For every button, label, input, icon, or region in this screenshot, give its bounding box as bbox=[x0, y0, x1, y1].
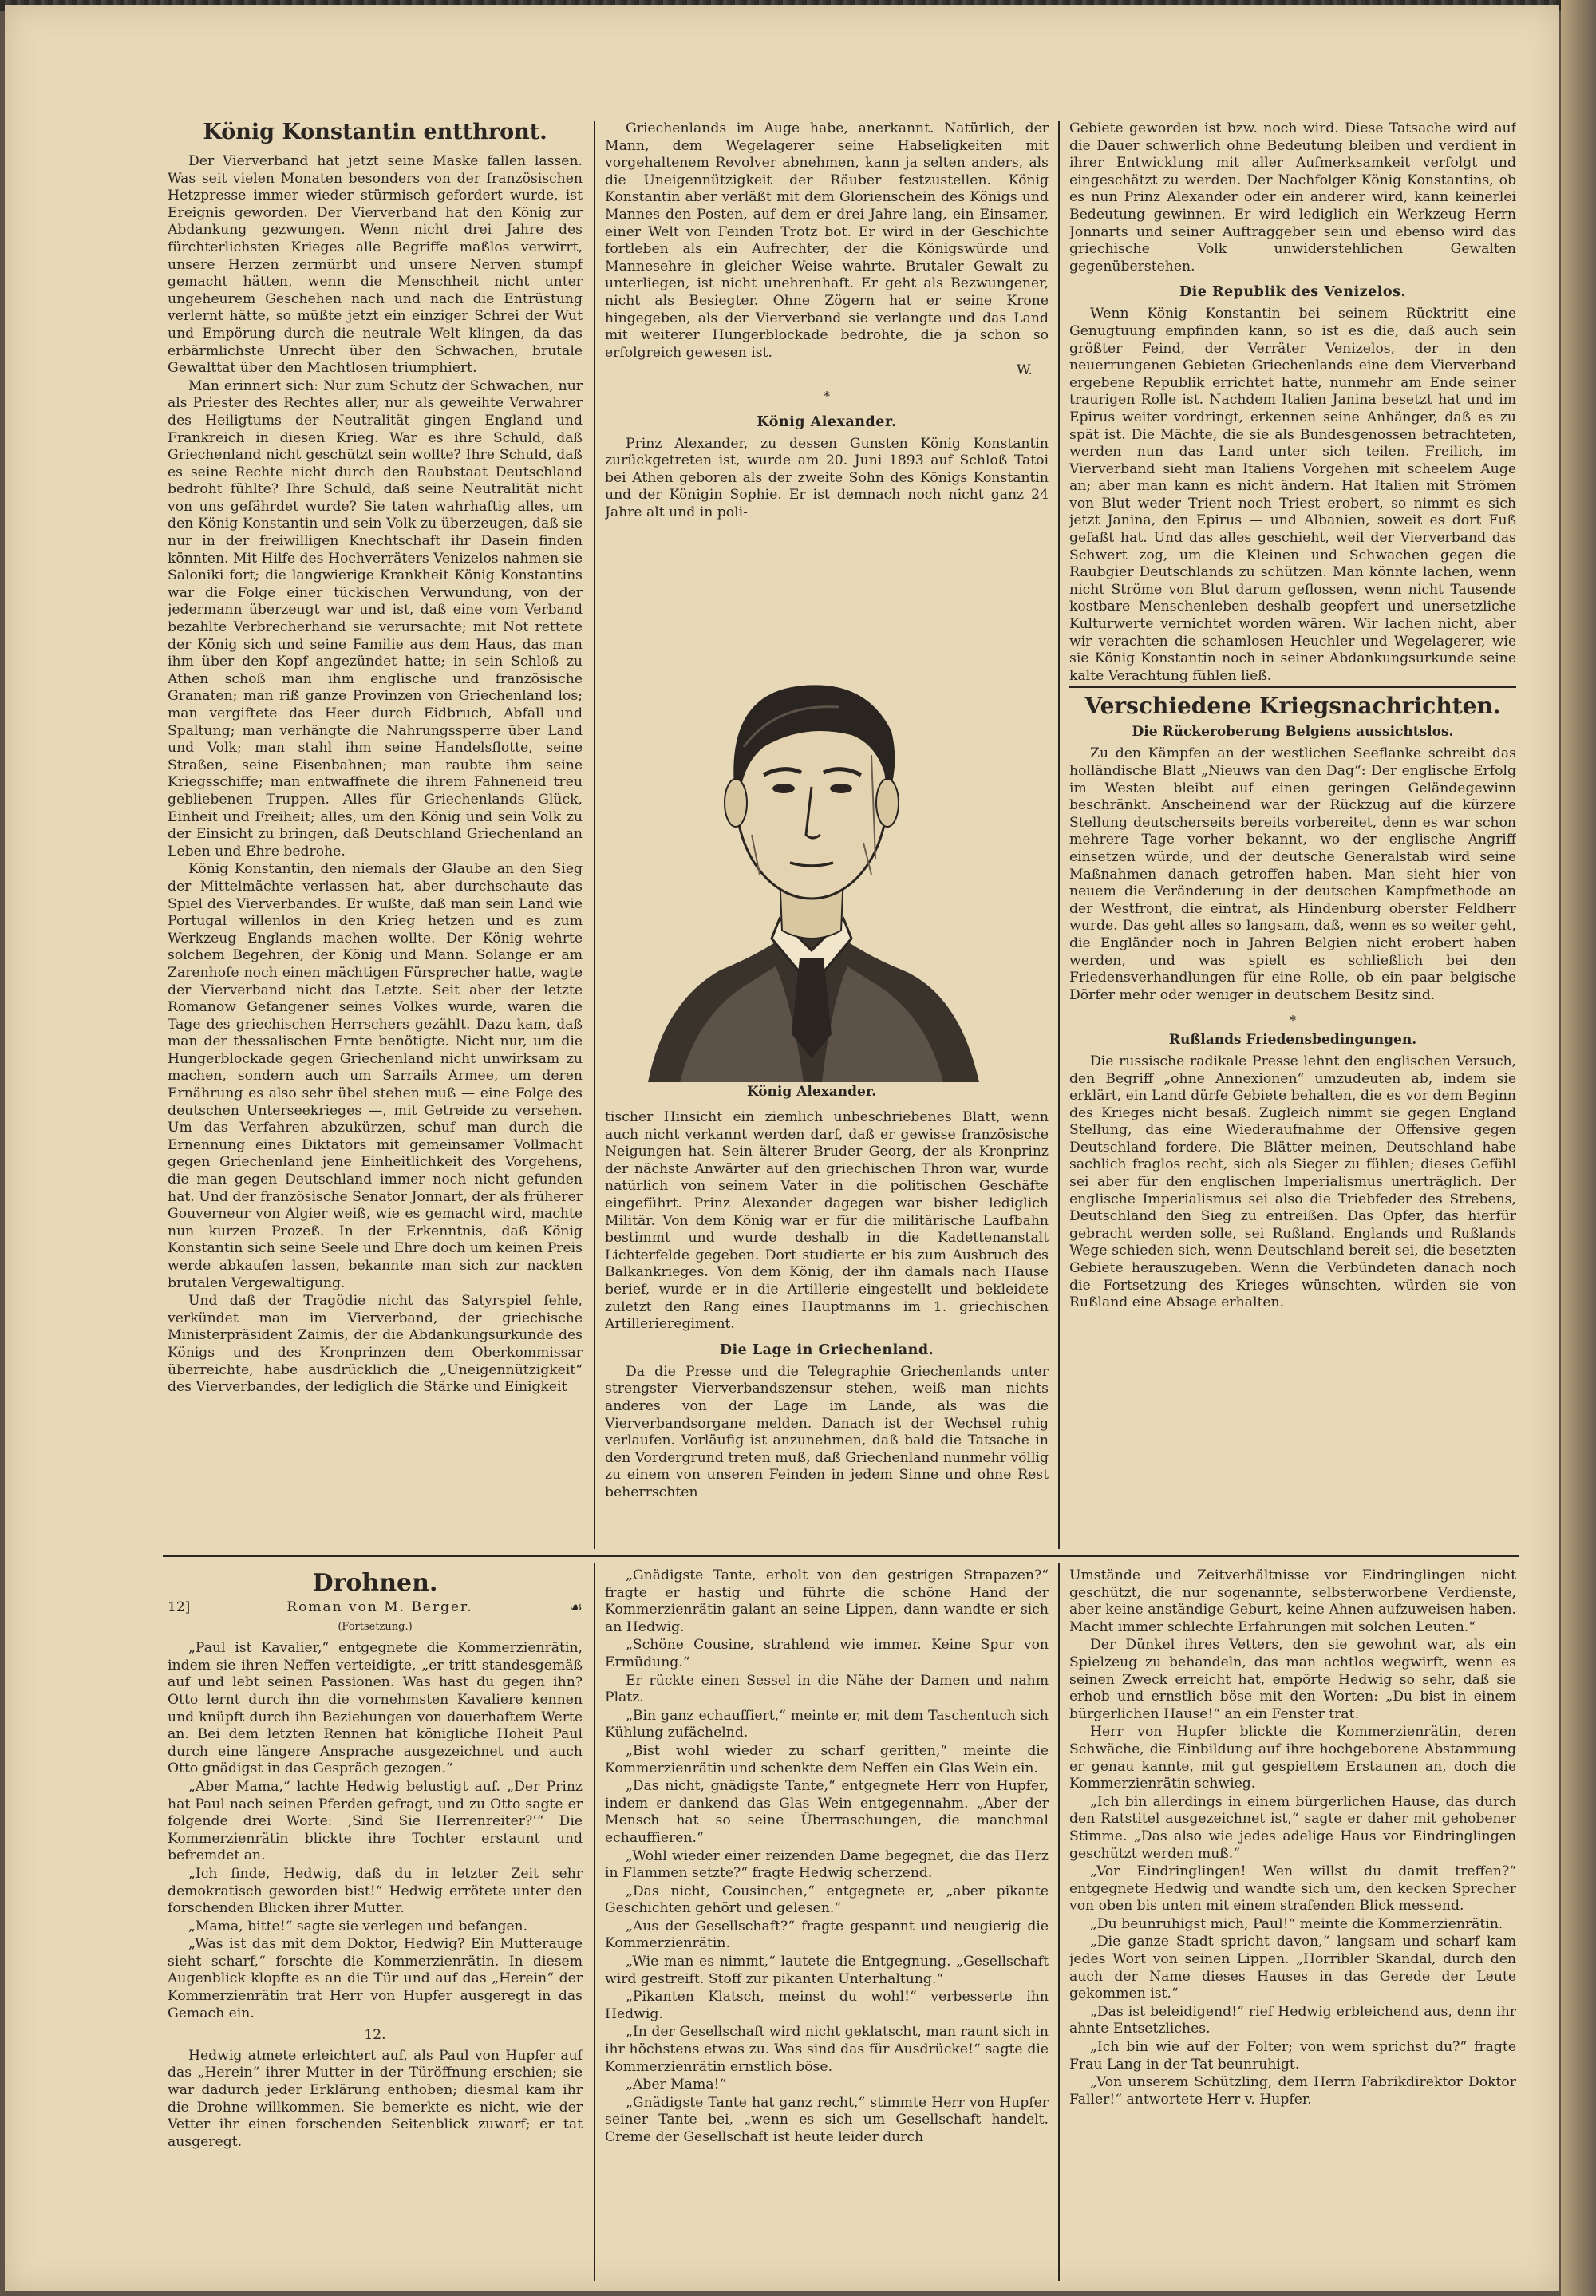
column-rule bbox=[1058, 1563, 1060, 2281]
paragraph: „Pikanten Klatsch, meinst du wohl!“ verbesserte ihn Hedwig. bbox=[605, 1989, 1049, 2022]
portrait-koenig-alexander bbox=[632, 555, 991, 1082]
paragraph: „In der Gesellschaft wird nicht geklatscht, man raunt sich in ihr höchstens etwas zu. Was sind das für Ausdrücke!“ sagte die Kommerzienrätin ernstlich böse. bbox=[605, 2024, 1049, 2075]
feuilleton-column-3 bbox=[1069, 1567, 1516, 2284]
subheading-russland: Rußlands Friedensbedingungen. bbox=[1168, 1031, 1417, 1048]
feuilleton-author: Roman von M. Berger. bbox=[286, 1599, 473, 1615]
paragraph: „Was ist das mit dem Doktor, Hedwig? Ein Mutterauge sieht scharf,“ forschte die Kommerzienrätin. In diesem Augenblick klopfte es an die Tür und auf das „Herein“ der Kommerzienrätin trat Herr von Hupfer ausgeregt in das Gemach ein. bbox=[168, 1936, 583, 2021]
column-alexander-bottom bbox=[605, 1109, 1049, 1552]
headline-konstantin: König Konstantin entthront. bbox=[203, 120, 547, 144]
paragraph: „Das nicht, gnädigste Tante,“ entgegnete Herr von Hupfer, indem er dankend das Glas Wein entgegennahm. „Aber der Mensch hat so seine Überraschungen, die manchmal echauffieren.“ bbox=[605, 1778, 1049, 1846]
paragraph: „Du beunruhigst mich, Paul!“ meinte die Kommerzienrätin. bbox=[1090, 1915, 1503, 1932]
portrait-caption: König Alexander. bbox=[746, 1084, 877, 1100]
page-edge-right bbox=[1561, 0, 1596, 2296]
paragraph: „Aber Mama!“ bbox=[626, 2077, 727, 2093]
column-alexander-top bbox=[605, 121, 1049, 551]
paragraph: „Gnädigste Tante hat ganz recht,“ stimmte Herr von Hupfer seiner Tante bei, „wenn es sich um Gesellschaft handelt. Creme der Gesellschaft ist heute leider durch bbox=[605, 2094, 1049, 2145]
section-heading-kriegsnachrichten: Verschiedene Kriegsnachrichten. bbox=[1069, 686, 1516, 720]
paragraph: „Gnädigste Tante, erholt von den gestrigen Strapazen?“ fragte er hastig und führte die schöne Hand der Kommerzienrätin galant an seine Lippen, dann wandte er sich an Hedwig. bbox=[605, 1567, 1049, 1635]
paragraph: Und daß der Tragödie nicht das Satyrspiel fehle, verkündet man im Vierverband, der griechische Ministerpräsident Zaimis, der die Abdankungsurkunde des Königs und des Kronprinzen dem Oberkommissar überreichte, habe ausdrücklich die „Uneigennützigkeit“ des Vierverbandes, der lediglich die Stärke und Einigkeit bbox=[168, 1293, 583, 1396]
paragraph: Er rückte einen Sessel in die Nähe der Damen und nahm Platz. bbox=[605, 1672, 1049, 1706]
paragraph: „Schöne Cousine, strahlend wie immer. Keine Spur von Ermüdung.“ bbox=[605, 1637, 1049, 1670]
continuation-note: (Fortsetzung.) bbox=[338, 1620, 413, 1633]
paragraph: „Mama, bitte!“ sagte sie verlegen und befangen. bbox=[188, 1918, 528, 1934]
paragraph: „Wie man es nimmt,“ lautete die Entgegnung. „Gesellschaft wird gestreift. Stoff zur pikanten Unterhaltung.“ bbox=[605, 1954, 1049, 1987]
column-konstantin bbox=[168, 120, 583, 1548]
column-rule bbox=[594, 121, 595, 1549]
signature: W. bbox=[1016, 362, 1033, 379]
paragraph: „Ich bin wie auf der Folter; von wem sprichst du?“ fragte Frau Lang in der Tat beunruhigt. bbox=[1069, 2039, 1516, 2073]
separator-star: * bbox=[824, 388, 830, 404]
paragraph: „Das nicht, Cousinchen,“ entgegnete er, „aber pikante Geschichten gehört und gelesen.“ bbox=[605, 1883, 1049, 1917]
newspaper-page bbox=[5, 5, 1559, 2291]
paragraph: „Vor Eindringlingen! Wen willst du damit treffen?“ entgegnete Hedwig und wandte sich um, den kecken Sprecher von oben bis unten mit einem strafenden Blick messend. bbox=[1069, 1863, 1516, 1915]
paragraph: Gebiete geworden ist bzw. noch wird. Diese Tatsache wird auf die Dauer schwerlich ohne Bedeutung bleiben und verdient in ihrer Entwicklung mit aller Aufmerksamkeit verfolgt und eingeschätzt zu werden. Der Nachfolger König Konstantins, ob es nun Prinz Alexander oder ein anderer wird, kann keinerlei Bedeutung gewinnen. Er wird lediglich ein Werkzeug Herrn Jonnarts und seiner Auftraggeber sein und ebenso wird das griechische Volk unwiderstehlichen Gewalten gegenüberstehen. bbox=[1069, 121, 1516, 275]
paragraph: „Aus der Gesellschaft?“ fragte gespannt und neugierig die Kommerzienrätin. bbox=[605, 1918, 1049, 1952]
paragraph: „Ich finde, Hedwig, daß du in letzter Zeit sehr demokratisch geworden bist!“ Hedwig errötete unter den forschenden Blicken ihrer Mutter. bbox=[168, 1865, 583, 1917]
feuilleton-meta bbox=[168, 1599, 583, 1617]
paragraph: Man erinnert sich: Nur zum Schutz der Schwachen, nur als Priester des Rechtes aller, nur als geweihte Verwahrer des Heiligtums der Neutralität gingen England und Frankreich in diesen Krieg. War es ihre Schuld, daß Griechenland nicht geschützt sein wollte? Ihre Schuld, daß es seine Rechte nicht durch den Raubstaat Deutschland bedroht fühlte? Ihre Schuld, daß seine Neutralität nicht von uns gefährdet wurde? Sie taten wahrhaftig alles, um den König Konstantin und sein Volk zu überzeugen, daß sie nur in der freiwilligen Knechtschaft ihr Dasein finden könnten. Mit Hilfe des Hochverräters Venizelos nahmen sie Saloniki fort; die langwierige Krankheit König Konstantins war die Folge einer tückischen Verwundung, von der jedermann überzeugt war und ist, daß eine vom Verband bezahlte Verbrecherhand sie verursachte; mit Not rettete der König sich und seine Familie aus dem Haus, das man ihm über den Kopf angezündet hatte; in sein Schloß zu Athen schoß man ihm englische und französische Granaten; man riß ganze Provinzen von Griechenland los; man vergiftete das Heer durch Eidbruch, Abfall und Spaltung; man verhängte die Nahrungssperre über Land und Volk; man stahl ihm seine Handelsflotte, seine Straßen, seine Eisenbahnen; man raubte ihm seine Kriegsschiffe; man entwaffnete die ihrem Fahneneid treu gebliebenen Truppen. Alles für Griechenlands Glück, Einheit und Freiheit; alles, um den König und sein Volk zu der Einsicht zu bringen, daß Deutschland Griechenland an Leben und Ehre bedrohe. bbox=[168, 377, 583, 860]
paragraph: Der Dünkel ihres Vetters, den sie gewohnt war, als ein Spielzeug zu behandeln, das man achtlos wegwirft, wenn es seinen Zweck erreicht hat, empörte Hedwig so sehr, daß sie erhob und ernstlich böse mit den Worten: „Du bist in einem bürgerlichen Hause!“ an ein Fenster trat. bbox=[1069, 1637, 1516, 1722]
paragraph: „Die ganze Stadt spricht davon,“ langsam und scharf kam jedes Wort von seinen Lippen. „Horribler Skandal, durch den auch der Name dieses Hauses in das Gerede der Leute gekommen ist.“ bbox=[1069, 1934, 1516, 2002]
subheading-koenig-alexander: König Alexander. bbox=[757, 413, 897, 430]
paragraph: Zu den Kämpfen an der westlichen Seeflanke schreibt das holländische Blatt „Nieuws van den Dag“: Der englische Erfolg im Westen bleibt auf einen geringen Geländegewinn beschränkt. Anscheinend war der Rückzug auf die kürzere Stellung deutscherseits bereits vorbereitet, denn es war schon mehrere Tage vorher bekannt, wo der englische Angriff einsetzen würde, und der deutsche Generalstab wird seine Maßnahmen danach getroffen haben. Man sieht hier von neuem die Veränderung in der deutschen Kampfmethode an der Westfront, die eintrat, als Hindenburg oberster Feldherr wurde. Das geht alles so langsam, daß, wenn es so weiter geht, die Engländer noch in Jahren Belgien nicht erobert haben werden, und was spielt es schließlich bei den Friedensverhandlungen für eine Rolle, ob ein paar belgische Dörfer mehr oder weniger in deutschem Besitz sind. bbox=[1069, 745, 1516, 1003]
paragraph: Herr von Hupfer blickte die Kommerzienrätin, deren Schwäche, die Einbildung auf ihre hochgeborene Abstammung er genau kannte, mit gut gespieltem Erstaunen an, doch die Kommerzienrätin schwieg. bbox=[1069, 1724, 1516, 1792]
paragraph: „Wohl wieder einer reizenden Dame begegnet, die das Herz in Flammen setzte?“ fragte Hedwig scherzend. bbox=[605, 1847, 1049, 1882]
chapter-number: 12. bbox=[364, 2027, 386, 2044]
separator-star: * bbox=[1290, 1013, 1296, 1029]
paragraph: Der Vierverband hat jetzt seine Maske fallen lassen. Was seit vielen Monaten besonders von der französischen Hetzpresse immer wieder stürmisch gefordert wurde, ist Ereignis geworden. Der Vierverband hat den König zur Abdankung gezwungen. Wenn nicht drei Jahre des fürchterlichsten Krieges alle Begriffe maßlos verwirrt, unsere Herzen zermürbt und unsere Nerven stumpf gemacht hätten, wenn die Menschheit nicht unter ungeheurem Geschehen nach und nach die Entrüstung verlernt hätte, so müßte jetzt ein einziger Schrei der Wut und Empörung durch die neutrale Welt klingen, da das erbärmlichste Unrecht über den Schwachen, brutale Gewalttat über den Machtlosen triumphiert. bbox=[168, 153, 583, 377]
column-kriegsnachrichten bbox=[1069, 121, 1516, 1549]
paragraph: „Bin ganz echauffiert,“ meinte er, mit dem Taschentuch sich Kühlung zufächelnd. bbox=[605, 1707, 1049, 1741]
feuilleton-column-1 bbox=[168, 1566, 583, 2284]
paragraph: Da die Presse und die Telegraphie Griechenlands unter strengster Vierverbandszensur stehen, weiß man nichts anderes von der Lage im Lande, als was die Vierverbandsorgane melden. Danach ist der Wechsel ruhig verlaufen. Vorläufig ist anzunehmen, daß bald die Tatsache in den Vordergrund treten muß, daß Griechenland nunmehr völlig zu einem von unseren Feinden in jedem Sinne und ohne Rest beherrschten bbox=[605, 1363, 1049, 1500]
installment-number: 12] bbox=[168, 1599, 191, 1615]
column-rule bbox=[1058, 121, 1060, 1549]
subheading-belgien: Die Rückeroberung Belgiens aussichtslos. bbox=[1132, 724, 1454, 741]
paragraph: Wenn König Konstantin bei seinem Rücktritt eine Genugtuung empfinden kann, so ist es die, daß auch sein größter Feind, der Verräter Venizelos, der in den neuerrungenen Gebieten Griechenlands eine dem Vierverband ergebene Republik errichtet hatte, nunmehr am Ende seiner traurigen Rolle ist. Nachdem Italien Janina besetzt hat und im Epirus weiter vordringt, erkennen seine Anhänger, daß es zu spät ist. Die Mächte, die sie als Bundesgenossen betrachteten, werden nun das Land unter sich teilen. Freilich, im Vierverband sieht man Italiens Vorgehen mit scheelem Auge an; aber man kann es nicht ändern. Hat Italien mit Strömen von Blut weder Trient noch Triest erobert, so nimmt es sich jetzt Janina, den Epirus — und Albanien, soweit es dort Fuß gefaßt hat. Und das alles geschieht, weil der Vierverband das Schwert zog, um die Kleinen und Schwachen gegen die Raubgier Deutschlands zu schützen. Man könnte lachen, wenn nicht Ströme von Blut darum geflossen, wenn nicht Tausende kostbare Menschenleben deshalb geopfert und unersetzliche Kulturwerte vernichtet worden wären. Wir lachen nicht, aber wir verachten die schamlosen Heuchler und Wegelagerer, wie sie König Konstantin noch in seiner Abdankungsurkunde seine kalte Verachtung fühlen ließ. bbox=[1069, 306, 1516, 684]
ornament-icon: ☙ bbox=[569, 1599, 583, 1616]
feuilleton-rule bbox=[163, 1555, 1519, 1557]
paragraph: „Das ist beleidigend!“ rief Hedwig erbleichend aus, denn ihr ahnte Entsetzliches. bbox=[1069, 2003, 1516, 2037]
paragraph: tischer Hinsicht ein ziemlich unbeschriebenes Blatt, wenn auch nicht verkannt werden darf, daß er gewisse französische Neigungen hat. Sein älterer Bruder Georg, der als Kronprinz der nächste Anwärter auf den griechischen Thron war, wurde natürlich von seinem Vater in die politischen Geschäfte eingeführt. Prinz Alexander dagegen war bisher lediglich Militär. Von dem König war er für die militärische Laufbahn bestimmt und wurde deshalb in die Kadettenanstalt Lichterfelde gegeben. Dort studierte er bis zum Ausbruch des Balkankrieges. Von dem König, der ihn damals nach Hause berief, wurde er in die Artillerie eingestellt und bekleidete zuletzt den Rang eines Hauptmanns im 1. griechischen Artillerieregiment. bbox=[605, 1109, 1049, 1333]
paragraph: Die russische radikale Presse lehnt den englischen Versuch, den Begriff „ohne Annexionen“ umzudeuten ab, indem sie erklärt, ein Land dürfe Gebiete behalten, die es vor dem Beginn des Krieges nicht besaß. Zugleich nimmt sie gegen England Stellung, das eine Wiederaufnahme der Offensive gegen Deutschland fordere. Die Blätter meinen, Deutschland habe sachlich fraglos recht, sich als Sieger zu fühlen; dieses Gefühl sei aber für den englischen Imperialismus unerträglich. Der englische Imperialismus sei also die Triebfeder des Strebens, Deutschland den Sieg zu entreißen. Das Opfer, das hierfür gebracht werden solle, sei Rußland. Englands und Rußlands Wege schieden sich, wenn Deutschland bereit sei, die besetzten Gebiete herauszugeben. Wenn die Verbündeten danach noch die Fortsetzung des Krieges wünschten, würden sie von Rußland eine Absage erhalten. bbox=[1069, 1053, 1516, 1311]
paragraph: „Von unserem Schützling, dem Herrn Fabrikdirektor Doktor Faller!“ antwortete Herr v. Hupfer. bbox=[1069, 2074, 1516, 2108]
paragraph: „Aber Mama,“ lachte Hedwig belustigt auf. „Der Prinz hat Paul nach seinen Pferden gefragt, und zu Otto sagte er folgende drei Worte: ‚Sind Sie Herrenreiter?‘“ Die Kommerzienrätin blickte ihre Tochter erstaunt und befremdet an. bbox=[168, 1778, 583, 1864]
column-rule bbox=[594, 1563, 595, 2281]
subheading-lage-griechenland: Die Lage in Griechenland. bbox=[719, 1342, 934, 1358]
feuilleton-column-2 bbox=[605, 1567, 1049, 2284]
paragraph: Prinz Alexander, zu dessen Gunsten König Konstantin zurückgetreten ist, wurde am 20. Juni 1893 auf Schloß Tatoi bei Athen geboren als der zweite Sohn des Königs Konstantin und der Königin Sophie. Er ist demnach noch nicht ganz 24 Jahre alt und in poli- bbox=[605, 435, 1049, 520]
feuilleton-title: Drohnen. bbox=[312, 1569, 438, 1597]
paragraph: „Bist wohl wieder zu scharf geritten,“ meinte die Kommerzienrätin und schenkte dem Neffen ein Glas Wein ein. bbox=[605, 1742, 1049, 1776]
paragraph: „Ich bin allerdings in einem bürgerlichen Hause, das durch den Ratstitel ausgezeichnet ist,“ sagte er daher mit gehobener Stimme. „Das also wie jedes adelige Haus vor Eindringlingen geschützt werden muß.“ bbox=[1069, 1793, 1516, 1862]
paragraph: Hedwig atmete erleichtert auf, als Paul von Hupfer auf das „Herein“ ihrer Mutter in der Türöffnung erschien; sie war dadurch jeder Erklärung enthoben; diesmal kam ihr die Drohne willkommen. Sie bemerkte es nicht, wie der Vetter ihr einen forschenden Seitenblick zuwarf; er tat ausgeregt. bbox=[168, 2047, 583, 2150]
paragraph: Umstände und Zeitverhältnisse vor Eindringlingen nicht geschützt, die nur sogenannte, selbsterworbene Verdienste, aber keine anständige Geburt, keine Ahnen aufzuweisen haben. Macht immer schlechte Erfahrungen mit solchen Leuten.“ bbox=[1069, 1567, 1516, 1635]
subheading-republik-venizelos: Die Republik des Venizelos. bbox=[1179, 284, 1407, 301]
paragraph: König Konstantin, den niemals der Glaube an den Sieg der Mittelmächte verlassen hat, aber durchschaute das Spiel des Vierverbandes. Er wußte, daß man sein Land wie Portugal willenlos in den Krieg hetzen und es zum Werkzeug Englands machen wollte. Der König wehrte solchem Begehren, der König und Mann. Solange er am Zarenhofe noch einen mächtigen Fürsprecher hatte, wagte der Vierverband nicht das Letzte. Seit aber der letzte Romanow Gefangener seines Volkes wurde, waren die Tage des griechischen Herrschers gezählt. Dazu kam, daß man der thessalischen Ernte benötigte. Nicht nur, um die Hungerblockade gegen Griechenland nicht unwirksam zu machen, sondern auch um Sarrails Armee, um deren Ernährung es also sehr übel stehen muß — eine Folge des deutschen Unterseekrieges —, mit Getreide zu versehen. Um das Verfahren abzukürzen, schuf man durch die Ernennung eines Diktators mit gemeinsamer Vollmacht gegen Griechenland jene Einheitlichkeit des Vorgehens, die man gegen Deutschland immer noch nicht gefunden hat. Und der französische Senator Jonnart, der als früherer Gouverneur von Algier weiß, wie es gemacht wird, machte nun kurzen Prozeß. In der Erkenntnis, daß König Konstantin sich seine Seele und Ehre doch um keinen Preis werde abkaufen lassen, bekannte man sich zur nackten brutalen Vergewaltigung. bbox=[168, 861, 583, 1291]
paragraph: „Paul ist Kavalier,“ entgegnete die Kommerzienrätin, indem sie ihren Neffen verteidigte, „er tritt standesgemäß auf und lebt seinen Passionen. Was hast du gegen ihn? Otto lernt durch ihn die vornehmsten Kavaliere kennen und knüpft durch ihn Beziehungen von dauerhaftem Werte an. Bei dem letzten Rennen hat königliche Hoheit Paul durch eine längere Ansprache ausgezeichnet und auch Otto gnädigst in das Gespräch gezogen.“ bbox=[168, 1640, 583, 1777]
paragraph: Griechenlands im Auge habe, anerkannt. Natürlich, der Mann, dem Wegelagerer seine Habseligkeiten mit vorgehaltenem Revolver abnehmen, kann ja selten anders, als die Uneigennützigkeit der Räuber festzustellen. König Konstantin aber verläßt mit dem Glorienschein des Königs und Mannes den Posten, auf dem er drei Jahre lang, ein Einsamer, einer Welt von Feinden Trotz bot. Er wird in der Geschichte fortleben als ein Aufrechter, der die Königswürde und Mannesehre in gleicher Weise wahrte. Brutaler Gewalt zu unterliegen, ist nicht unehrenhaft. Er geht als Bezwungener, nicht als Besiegter. Ohne Zögern hat er seine Krone hingegeben, als der Vierverband sie verlangte und das Land mit weiterer Hungerblockade bedrohte, die ja schon so erfolgreich gewesen ist. bbox=[605, 121, 1049, 361]
